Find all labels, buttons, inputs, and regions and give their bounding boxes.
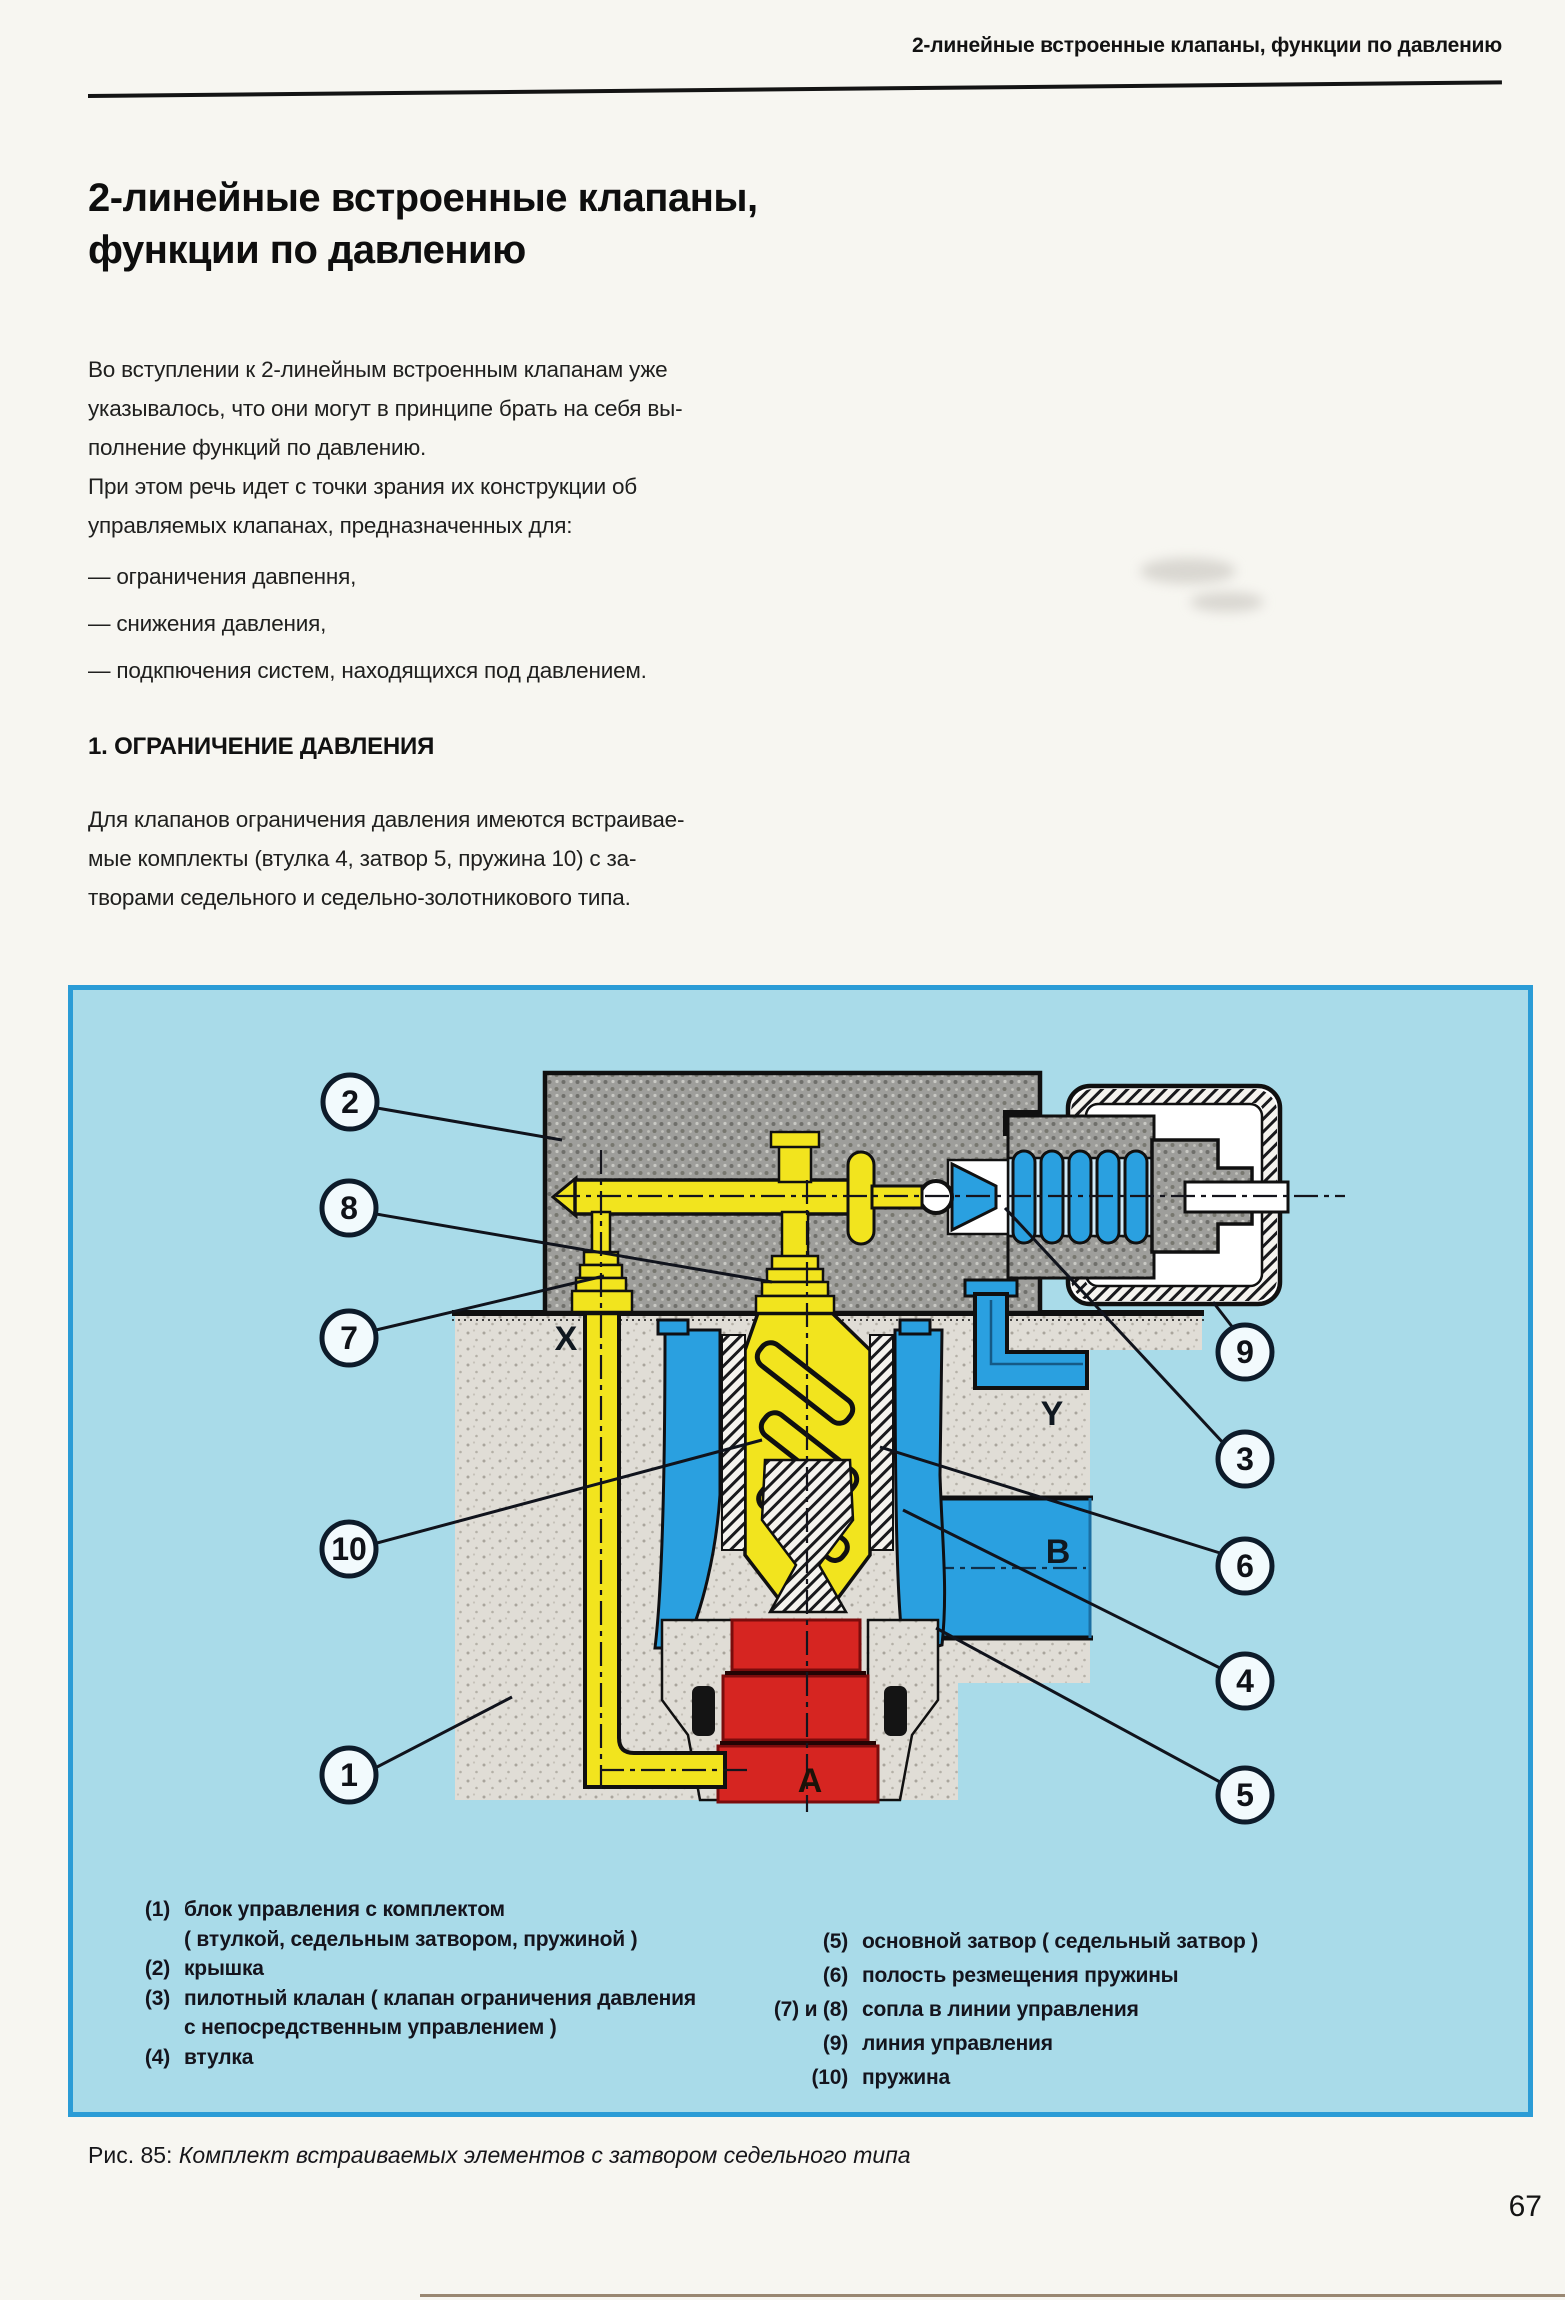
legend-row xyxy=(760,1993,1258,2027)
text-line: указывалось, что они могут в принципе брать на себя вы- xyxy=(88,396,683,421)
bullet-list xyxy=(88,553,808,694)
legend-number xyxy=(118,2013,170,2043)
callout-4-label: 4 xyxy=(1236,1663,1254,1699)
callout-3-label: 3 xyxy=(1236,1441,1254,1477)
figure-caption-text: Комплект встраиваемых элементов с затвором седельного типа xyxy=(178,2142,911,2168)
legend-number: (4) xyxy=(144,2045,170,2069)
bullet-line: — снижения давления, xyxy=(88,611,327,636)
callout-1 xyxy=(322,1748,376,1802)
page-number: 67 xyxy=(1508,2190,1542,2223)
text-line: При этом речь идет с точки зрания их конструкции об xyxy=(88,474,637,499)
callout-7 xyxy=(322,1311,376,1365)
page-title-line1: 2-линейные встроенные клапаны, xyxy=(88,176,758,220)
legend-row xyxy=(760,2027,1258,2061)
legend-text: блок управления с комплектом xyxy=(184,1898,505,1921)
intro-paragraph-2 xyxy=(88,467,788,545)
callout-8-label: 8 xyxy=(340,1190,358,1226)
label-y: Y xyxy=(1040,1395,1064,1433)
legend-text: пружина xyxy=(862,2066,950,2089)
legend-text: линия управления xyxy=(862,2032,1053,2055)
seal-ring xyxy=(692,1686,715,1736)
text-line: управляемых клапанах, предназначенных для: xyxy=(88,513,573,538)
bullet-line: — подкпючения систем, находящихся под давлением. xyxy=(88,658,647,683)
legend-text: крышка xyxy=(184,1957,264,1980)
legend-row xyxy=(118,1954,696,1984)
legend-number: (5) xyxy=(822,1930,848,1953)
callout-1-label: 1 xyxy=(340,1757,358,1793)
scan-smudge xyxy=(1140,558,1236,584)
label-a: A xyxy=(797,1762,823,1800)
seal-ring xyxy=(884,1686,907,1736)
legend-row xyxy=(118,2013,696,2043)
callout-7-label: 7 xyxy=(340,1320,358,1356)
callout-8 xyxy=(322,1181,376,1235)
figure-legend-right xyxy=(760,1925,1258,2095)
figure-caption xyxy=(88,2142,911,2169)
callout-2-label: 2 xyxy=(341,1084,359,1120)
section-paragraph xyxy=(88,800,788,917)
scan-smudge xyxy=(1190,592,1264,612)
legend-row xyxy=(118,1895,696,1925)
callout-10-label: 10 xyxy=(331,1531,367,1567)
text-line: Для клапанов ограничения давления имеются встраивае- xyxy=(88,807,685,832)
label-x: X xyxy=(554,1320,578,1358)
label-b: B xyxy=(1045,1533,1071,1571)
text-line: полнение функций по давлению. xyxy=(88,435,427,460)
legend-number: (2) xyxy=(144,1957,170,1980)
text-line: Во вступлении к 2-линейным встроенным клапанам уже xyxy=(88,357,668,382)
legend-number: (10) xyxy=(811,2066,848,2089)
legend-row xyxy=(760,1959,1258,1993)
legend-row xyxy=(118,1984,696,2014)
legend-text: основной затвор ( седельный затвор ) xyxy=(862,1930,1259,1953)
legend-number: (9) xyxy=(822,2032,848,2055)
legend-row xyxy=(118,1925,696,1955)
callout-10 xyxy=(322,1522,376,1576)
header-rule xyxy=(88,80,1502,98)
intro-paragraph-1 xyxy=(88,350,788,467)
legend-row xyxy=(760,2061,1258,2095)
bullet-line: — ограничения давпення, xyxy=(88,564,357,589)
legend-number: (6) xyxy=(822,1964,848,1987)
text-line: творами седельного и седельно-золотникового типа. xyxy=(88,885,631,910)
text-line: мые комплекты (втулка 4, затвор 5, пружина 10) с за- xyxy=(88,846,637,871)
callout-9-label: 9 xyxy=(1236,1334,1254,1370)
legend-text: ( втулкой, седельным затвором, пружиной ) xyxy=(184,1927,638,1951)
legend-number: (7) и (8) xyxy=(773,1998,848,2021)
legend-text: втулка xyxy=(184,2045,254,2069)
legend-number xyxy=(118,1925,170,1955)
legend-text: пилотный клалан ( клапан ограничения давления xyxy=(184,1986,696,2010)
callout-5-label: 5 xyxy=(1236,1777,1254,1813)
legend-row xyxy=(118,2043,696,2073)
legend-number: (1) xyxy=(144,1898,170,1921)
running-header: 2-линейные встроенные клапаны, функции по давлению xyxy=(911,34,1502,57)
legend-text: с непосредственным управлением ) xyxy=(184,2016,557,2039)
callout-9 xyxy=(1218,1325,1272,1379)
page-title-line2: функции по давлению xyxy=(88,228,526,272)
callout-6 xyxy=(1218,1539,1272,1593)
section-heading: 1. ОГРАНИЧЕНИЕ ДАВЛЕНИЯ xyxy=(88,733,435,760)
page-title xyxy=(88,172,758,276)
figure-legend-left xyxy=(118,1895,696,2072)
legend-text: сопла в линии управления xyxy=(862,1998,1139,2021)
callout-6-label: 6 xyxy=(1236,1548,1254,1584)
callout-2 xyxy=(323,1075,377,1129)
callout-4 xyxy=(1218,1654,1272,1708)
figure-caption-prefix: Рис. 85: xyxy=(88,2142,173,2168)
callout-3 xyxy=(1218,1432,1272,1486)
legend-row xyxy=(760,1925,1258,1959)
callout-5 xyxy=(1218,1768,1272,1822)
scan-edge-line xyxy=(420,2294,1565,2297)
legend-number: (3) xyxy=(144,1986,170,2010)
legend-text: полость резмещения пружины xyxy=(862,1964,1179,1987)
